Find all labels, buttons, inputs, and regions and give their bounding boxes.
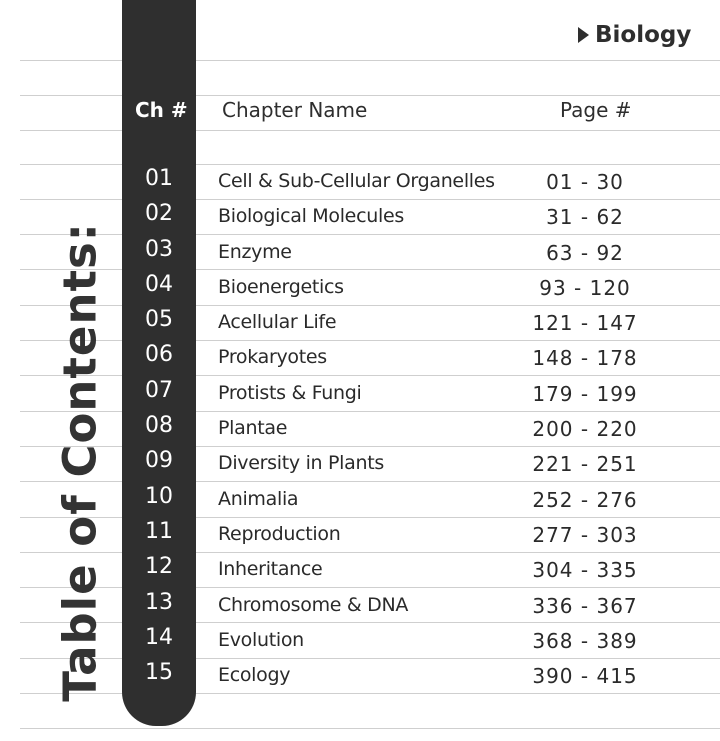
chapter-page-range: 63 - 92 xyxy=(546,240,624,265)
chapter-number: 10 xyxy=(145,483,173,509)
chapter-row xyxy=(0,305,720,340)
chapter-page-range: 252 - 276 xyxy=(532,487,638,512)
chapter-number: 06 xyxy=(145,342,173,368)
chapter-row xyxy=(0,199,720,234)
chapter-row xyxy=(0,517,720,552)
chapter-row xyxy=(0,623,720,658)
triangle-bullet-icon xyxy=(578,27,589,43)
chapter-name: Protists & Fungi xyxy=(218,381,362,404)
chapter-number: 12 xyxy=(145,554,173,580)
chapter-row xyxy=(0,411,720,446)
chapter-number: 14 xyxy=(145,624,173,650)
chapter-page-range: 93 - 120 xyxy=(539,275,631,300)
chapter-list xyxy=(0,164,720,693)
chapter-number: 02 xyxy=(145,201,173,227)
header-page-number: Page # xyxy=(560,98,632,122)
chapter-row xyxy=(0,588,720,623)
chapter-name: Inheritance xyxy=(218,558,323,581)
chapter-row xyxy=(0,446,720,481)
chapter-number: 08 xyxy=(145,413,173,439)
table-of-contents-title: Table of Contents: xyxy=(53,222,107,702)
chapter-page-range: 179 - 199 xyxy=(532,381,638,406)
chapter-row xyxy=(0,340,720,375)
chapter-number: 01 xyxy=(145,166,173,191)
chapter-name: Cell & Sub-Cellular Organelles xyxy=(218,170,495,192)
chapter-name: Ecology xyxy=(218,664,291,687)
header-chapter-number: Ch # xyxy=(135,98,188,122)
chapter-page-range: 121 - 147 xyxy=(532,311,638,336)
chapter-page-range: 01 - 30 xyxy=(546,170,624,194)
chapter-page-range: 221 - 251 xyxy=(532,452,638,477)
chapter-number: 07 xyxy=(145,377,173,403)
chapter-name: Reproduction xyxy=(218,522,341,545)
chapter-name: Chromosome & DNA xyxy=(218,593,409,616)
chapter-page-range: 200 - 220 xyxy=(532,417,638,442)
chapter-name: Plantae xyxy=(218,417,288,440)
subject-text: Biology xyxy=(595,22,692,48)
subject-label xyxy=(578,22,691,48)
chapter-name: Animalia xyxy=(218,487,299,510)
chapter-page-range: 31 - 62 xyxy=(546,205,624,230)
chapter-page-range: 390 - 415 xyxy=(532,664,638,689)
chapter-page-range: 304 - 335 xyxy=(532,558,638,583)
chapter-name: Enzyme xyxy=(218,240,292,263)
chapter-row xyxy=(0,482,720,517)
chapter-name: Bioenergetics xyxy=(218,275,344,298)
chapter-number: 11 xyxy=(145,518,173,544)
chapter-row xyxy=(0,235,720,270)
chapter-name: Diversity in Plants xyxy=(218,452,384,475)
chapter-row xyxy=(0,270,720,305)
chapter-number: 04 xyxy=(145,271,173,297)
chapter-name: Evolution xyxy=(218,628,304,651)
chapter-page-range: 148 - 178 xyxy=(532,346,638,371)
chapter-row xyxy=(0,376,720,411)
chapter-number: 09 xyxy=(145,448,173,474)
chapter-row xyxy=(0,164,720,199)
chapter-number: 03 xyxy=(145,236,173,262)
chapter-name: Prokaryotes xyxy=(218,346,327,369)
chapter-page-range: 277 - 303 xyxy=(532,522,638,547)
chapter-row xyxy=(0,658,720,693)
ruled-line xyxy=(20,728,720,729)
chapter-row xyxy=(0,552,720,587)
chapter-page-range: 336 - 367 xyxy=(532,593,638,618)
chapter-page-range: 368 - 389 xyxy=(532,628,638,653)
chapter-number: 13 xyxy=(145,589,173,615)
chapter-number: 05 xyxy=(145,307,173,333)
header-chapter-name: Chapter Name xyxy=(222,98,368,122)
chapter-number: 15 xyxy=(145,660,173,686)
chapter-name: Biological Molecules xyxy=(218,205,404,228)
chapter-name: Acellular Life xyxy=(218,311,337,334)
